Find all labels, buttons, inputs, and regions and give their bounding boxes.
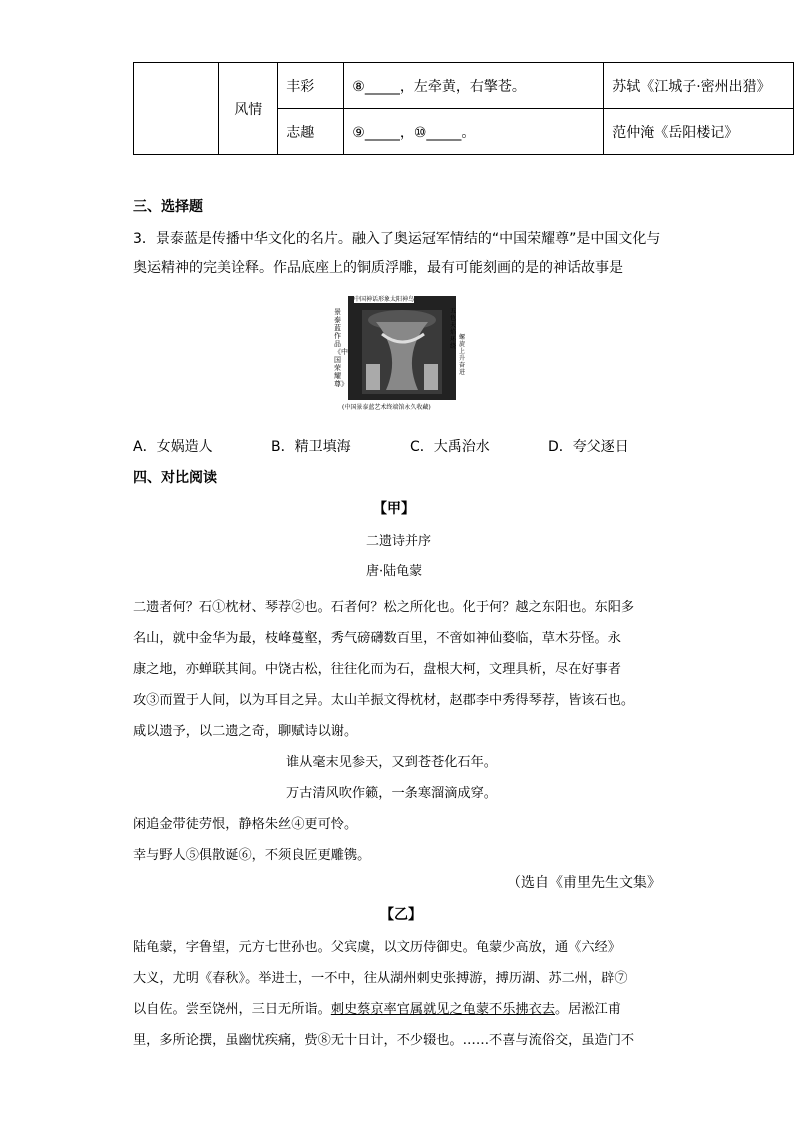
option-d: D．夸父逐日 xyxy=(548,439,629,455)
poem-author: 唐·陆龟蒙 xyxy=(366,564,423,579)
question3-line1: 3．景泰蓝是传播中华文化的名片。融入了奥运冠军情结的“中国荣耀尊”是中国文化与 xyxy=(133,231,661,247)
verse-line: 谁从毫末见参天，又到苍苍化石年。 xyxy=(286,755,497,770)
table-empty-cell xyxy=(134,63,219,155)
option-b: B．精卫填海 xyxy=(271,439,351,455)
image-left-text: 景泰蓝作品《中国荣耀尊》 xyxy=(334,308,348,388)
glory-vase-image xyxy=(332,294,468,414)
section3-heading: 三、选择题 xyxy=(133,199,203,215)
jia-label: 【甲】 xyxy=(373,501,415,517)
source-citation: （选自《甫里先生文集》 xyxy=(507,875,661,891)
blank-text: ⑧_____，左牵黄，右擎苍。 xyxy=(352,78,526,95)
preface-line: 名山，就中金华为最，枝峰蔓壑，秀气磅礴数百里，不啻如神仙婺临，草木芬怪。永 xyxy=(133,631,621,646)
image-caption: (中国景泰蓝艺术终端馆永久收藏) xyxy=(342,404,431,411)
question3-line2: 奥运精神的完美诠释。作品底座上的铜质浮雕，最有可能刻画的是的神话故事是 xyxy=(133,260,623,276)
verse-line: 幸与野人⑤俱散诞⑥，不须良匠更雕镌。 xyxy=(133,848,371,863)
bio-segment: 。居淞江甫 xyxy=(555,1002,621,1017)
bio-segment: 以自佐。尝至饶州，三日无所诣。 xyxy=(133,1002,331,1017)
verse-line: 闲追金带徒劳恨，静格朱丝④更可怜。 xyxy=(133,817,358,832)
option-a: A．女娲造人 xyxy=(133,439,213,455)
poem-title: 二遗诗并序 xyxy=(366,534,432,549)
preface-text xyxy=(133,592,673,747)
bio-line: 陆龟蒙，字鲁望，元方七世孙也。父宾虞，以文历侍御史。龟蒙少高放，通《六经》 xyxy=(133,940,621,955)
table-category-label: 风情 xyxy=(234,101,263,118)
vase-illustration xyxy=(332,294,468,414)
table-row-sub xyxy=(278,109,344,155)
table-row-sub xyxy=(278,63,344,109)
bio-line: 大义，尤明《春秋》。举进士，一不中，往从湖州刺史张搏游，搏历湖、苏二州，辟⑦ xyxy=(133,971,628,986)
section4-heading: 四、对比阅读 xyxy=(133,470,217,486)
source-text: 苏轼《江城子·密州出猎》 xyxy=(612,78,771,95)
preface-line: 咸以遗予，以二遗之奇，聊赋诗以谢。 xyxy=(133,724,358,739)
sub-label: 丰彩 xyxy=(286,78,315,95)
table-row-blank xyxy=(344,109,604,155)
preface-line: 攻③而置于人间，以为耳目之异。太山羊振文得枕材，赵郡李中秀得琴荐，皆该石也。 xyxy=(133,693,635,708)
verse-line: 万古清风吹作籁，一条寒溜滴成穿。 xyxy=(286,786,497,801)
preface-line: 康之地，亦蝉联其间。中饶古松，往往化而为石，盘根大柯，文理具析，尽在好事者 xyxy=(133,662,621,677)
bio-text xyxy=(133,932,673,1056)
table-category-cell xyxy=(219,63,278,155)
bio-line: 里，多所论撰，虽幽忧疾痛，赀⑧无十日计，不少辍也。……不喜与流俗交，虽造门不 xyxy=(133,1033,635,1048)
sub-label: 志趣 xyxy=(286,124,315,141)
option-c: C．大禹治水 xyxy=(410,439,490,455)
image-top-text: 中国神话形象太阳神鸟 xyxy=(354,296,415,303)
yi-label: 【乙】 xyxy=(380,907,422,923)
underlined-sentence: 刺史蔡京率官属就见之龟蒙不乐拂衣去 xyxy=(330,1002,555,1017)
image-right-text-2: 螺旋上升奋进 xyxy=(459,334,466,376)
table-row-source xyxy=(604,63,794,109)
source-text: 范仲淹《岳阳楼记》 xyxy=(612,124,739,141)
verse-block-2 xyxy=(133,809,370,871)
table-row-source xyxy=(604,109,794,155)
poetry-table xyxy=(133,62,794,155)
image-right-text-1: 五色天焰环绕 xyxy=(450,308,457,350)
table-row-blank xyxy=(344,63,604,109)
blank-text: ⑨_____，⑩_____。 xyxy=(352,124,476,141)
preface-line: 二遗者何？石①枕材、琴荐②也。石者何？松之所化也。化于何？越之东阳也。东阳多 xyxy=(133,600,635,615)
verse-block xyxy=(286,747,497,809)
bio-line xyxy=(133,994,673,1025)
